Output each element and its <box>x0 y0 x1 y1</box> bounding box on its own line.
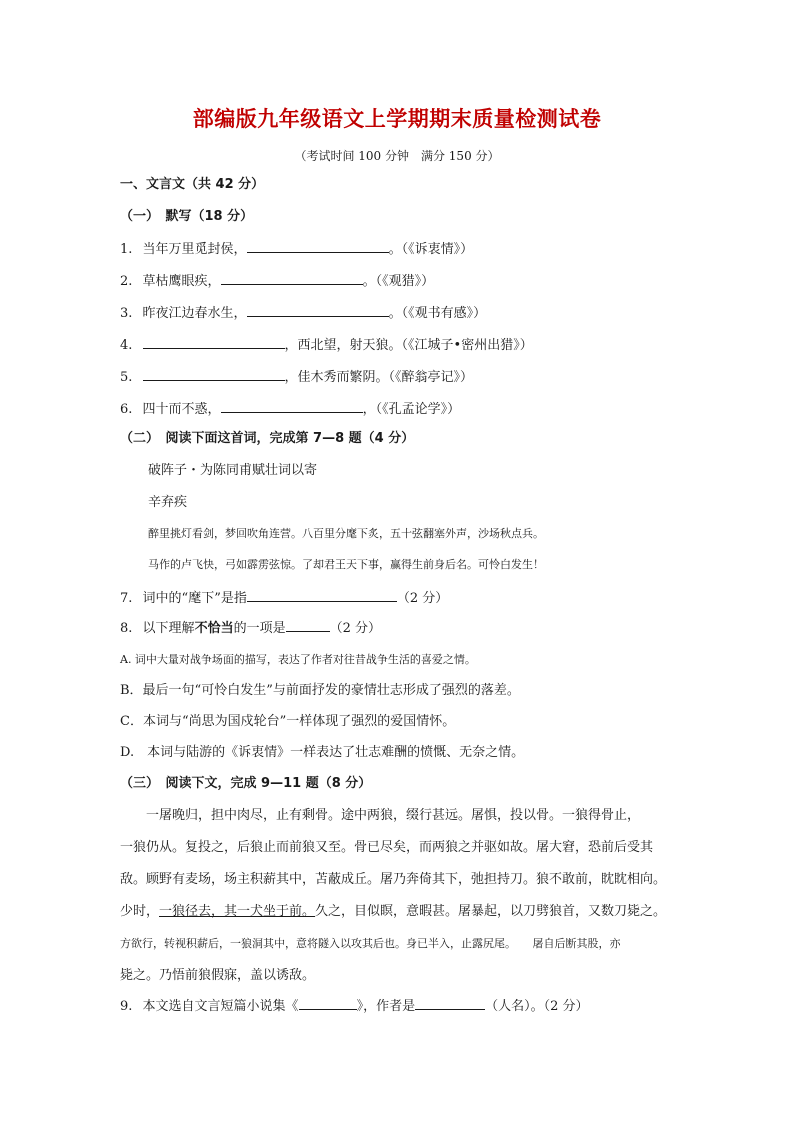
reading-passage <box>120 800 685 992</box>
question-text: 》，作者是 <box>356 999 416 1014</box>
question-text: 当年万里觅封侯， <box>142 242 247 257</box>
question-text: 词中的“麾下”是指 <box>142 591 247 606</box>
question-text: 草枯鹰眼疾， <box>142 274 221 289</box>
question-text: 以下理解 <box>142 621 195 636</box>
answer-blank[interactable] <box>143 367 285 381</box>
emphasis-text: 不恰当 <box>194 621 234 636</box>
question-score: （2 分） <box>396 591 449 606</box>
question-text: 的一项是 <box>233 621 286 636</box>
passage-line: 敌。顾野有麦场，场主积薪其中，苫蔽成丘。屠乃奔倚其下，弛担持刀。狼不敢前，眈眈相向。 <box>120 872 667 887</box>
question-number: 6. <box>120 402 133 417</box>
question-source: ，（《孔孟论学》） <box>362 402 461 417</box>
question-number: 2. <box>120 274 133 289</box>
question-source: 。（《观书有感》） <box>388 306 487 321</box>
passage-line: 方欲行，转视积薪后，一狼洞其中，意将隧入以攻其后也。身已半入，止露尻尾。 屠自后断其股，亦 <box>120 937 621 950</box>
underlined-sentence: 一狼径去，其一犬坐于前。 <box>159 904 316 919</box>
question-text: ，西北望，射天狼。（《江城子•密州出猎》） <box>284 338 533 353</box>
section-heading: 一、文言文（共 42 分） <box>120 177 265 192</box>
exam-subtitle: （考试时间 100 分钟 满分 150 分） <box>294 149 500 163</box>
part2-heading: （二） 阅读下面这首词，完成第 7—8 题（4 分） <box>120 431 415 446</box>
option-b[interactable]: B．最后一句“可怜白发生”与前面抒发的豪情壮志形成了强烈的落差。 <box>120 683 520 698</box>
answer-blank[interactable] <box>221 271 363 285</box>
question-7 <box>120 588 448 608</box>
poem-line: 马作的卢飞快，弓如霹雳弦惊。了却君王天下事，赢得生前身后名。可怜白发生！ <box>148 558 544 571</box>
question-number: 9. <box>120 999 133 1014</box>
question-score: （人名）。（2 分） <box>485 999 589 1014</box>
option-a[interactable]: A. 词中大量对战争场面的描写，表达了作者对往昔战争生活的喜爱之情。 <box>120 653 476 666</box>
question-text: ，佳木秀而繁阴。（《醉翁亭记》） <box>284 370 474 385</box>
question-9 <box>120 996 588 1016</box>
passage-text: 久之，目似瞑，意暇甚。屠暴起，以刀劈狼首，又数刀毙之。 <box>315 904 667 919</box>
question-4 <box>120 335 533 355</box>
question-number: 3. <box>120 306 133 321</box>
question-6 <box>120 399 460 419</box>
part1-heading: （一） 默写（18 分） <box>120 209 254 224</box>
question-score: （2 分） <box>329 621 381 636</box>
answer-blank[interactable] <box>247 588 397 602</box>
answer-blank[interactable] <box>286 618 330 632</box>
poem-line: 醉里挑灯看剑，梦回吹角连营。八百里分麾下炙，五十弦翻塞外声，沙场秋点兵。 <box>148 527 544 540</box>
answer-blank[interactable] <box>247 303 389 317</box>
question-number: 1. <box>120 242 133 257</box>
option-c[interactable]: C．本词与“尚思为国戍轮台”一样体现了强烈的爱国情怀。 <box>120 714 456 729</box>
answer-blank[interactable] <box>221 399 363 413</box>
passage-line: 毙之。乃悟前狼假寐，盖以诱敌。 <box>120 968 316 983</box>
poem-author: 辛弃疾 <box>148 495 188 510</box>
answer-blank[interactable] <box>247 239 389 253</box>
passage-line <box>120 896 685 928</box>
option-d[interactable]: D. 本词与陆游的《诉衷情》一样表达了壮志难酬的愤慨、无奈之情。 <box>120 745 525 760</box>
question-text: 昨夜江边春水生， <box>142 306 247 321</box>
question-number: 8. <box>120 621 133 636</box>
answer-blank[interactable] <box>143 335 285 349</box>
question-source: 。（《诉衷情》） <box>388 242 474 257</box>
question-8 <box>120 618 381 638</box>
passage-line: 一屠晚归，担中肉尽，止有剩骨。途中两狼，缀行甚远。屠惧，投以骨。一狼得骨止， <box>120 808 641 823</box>
exam-title: 部编版九年级语文上学期期末质量检测试卷 <box>192 107 602 131</box>
question-2 <box>120 271 434 291</box>
part3-heading: （三） 阅读下文，完成 9—11 题（8 分） <box>120 776 372 791</box>
poem-title: 破阵子・为陈同甫赋壮词以寄 <box>148 463 318 478</box>
question-1 <box>120 239 473 259</box>
question-number: 5. <box>120 370 133 385</box>
question-5 <box>120 367 473 387</box>
question-3 <box>120 303 486 323</box>
answer-blank[interactable] <box>299 996 357 1010</box>
question-number: 4. <box>120 338 133 353</box>
question-text: 本文选自文言短篇小说集《 <box>142 999 299 1014</box>
question-number: 7. <box>120 591 133 606</box>
answer-blank[interactable] <box>415 996 485 1010</box>
question-text: 四十而不惑， <box>142 402 221 417</box>
passage-text: 少时， <box>120 904 160 919</box>
passage-line: 一狼仍从。复投之，后狼止而前狼又至。骨已尽矣，而两狼之并驱如故。屠大窘，恐前后受其 <box>120 840 654 855</box>
question-source: 。（《观猎》） <box>362 274 435 289</box>
